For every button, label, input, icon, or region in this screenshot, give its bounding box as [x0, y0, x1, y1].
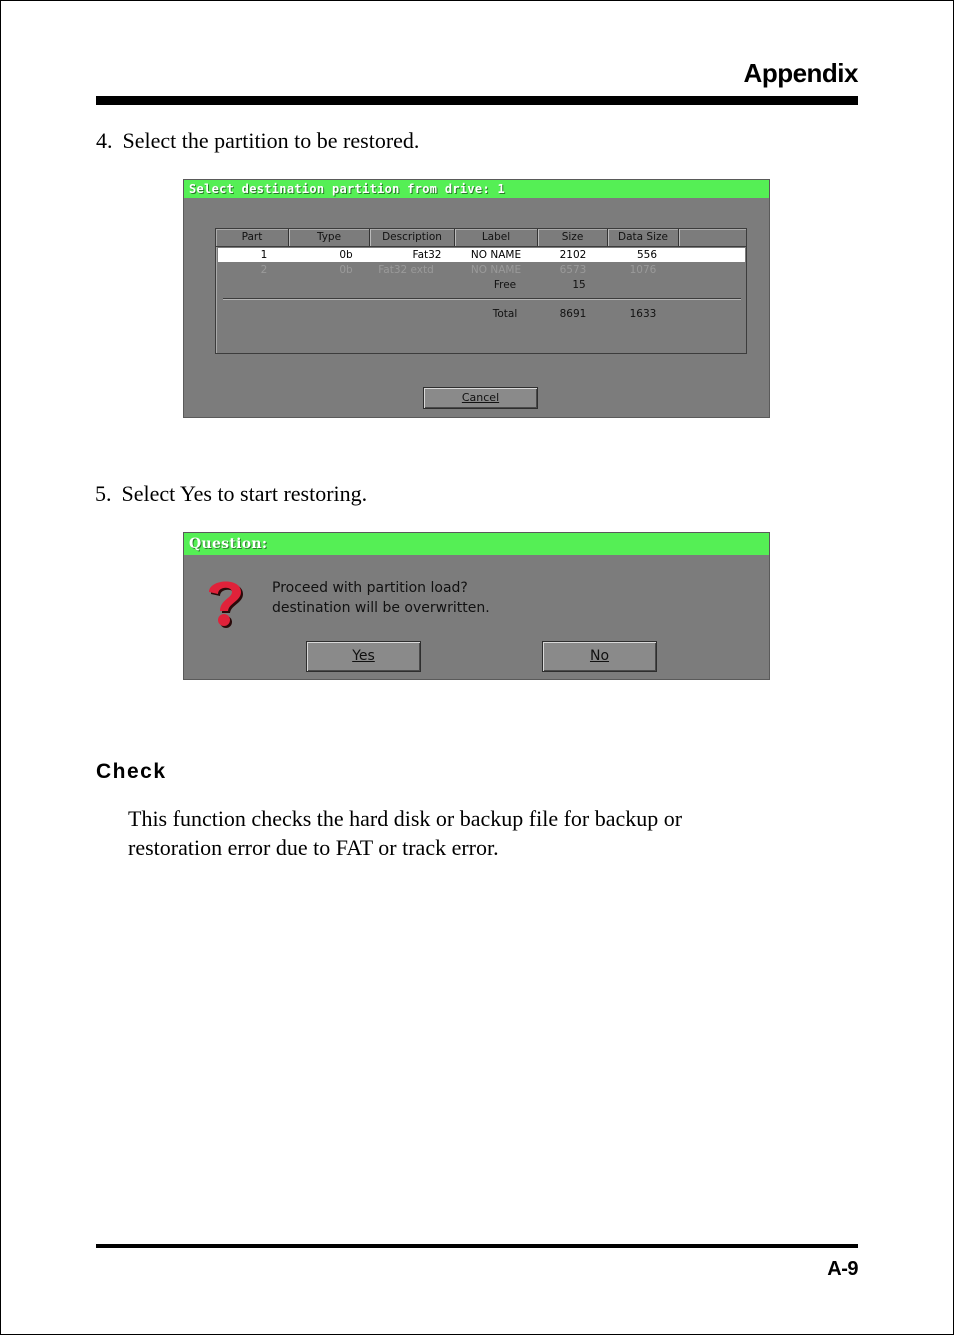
section-heading: Check	[96, 760, 167, 783]
dialog-title: Select destination partition from drive: 1	[189, 182, 506, 196]
column-header-description[interactable]: Description	[382, 231, 442, 243]
question-line-1: Proceed with partition load?	[272, 580, 468, 596]
cell-type: 0b	[339, 249, 353, 261]
column-header-data-size[interactable]: Data Size	[618, 231, 668, 243]
step-text: Select Yes to start restoring.	[121, 481, 368, 506]
cell-data-size: 556	[636, 249, 658, 261]
cell-size: 2102	[559, 249, 587, 261]
step-5	[95, 481, 367, 507]
yes-button-label: Yes	[352, 648, 375, 664]
section-body-line-1: This function checks the hard disk or backup file for backup or	[128, 806, 683, 831]
dialog-title-bar	[184, 533, 769, 555]
total-size: 8691	[559, 308, 587, 320]
cell-description: Fat32 extd	[378, 264, 434, 276]
section-body	[128, 804, 788, 862]
page-number: A-9	[827, 1258, 858, 1280]
step-number: 4.	[96, 128, 113, 153]
cell-part: 1	[260, 249, 268, 261]
column-header-type[interactable]: Type	[316, 231, 342, 243]
no-button[interactable]	[542, 641, 657, 672]
step-4	[96, 128, 419, 154]
select-partition-dialog	[183, 179, 770, 418]
dialog-title: Question:	[189, 536, 268, 552]
header-rule	[96, 96, 858, 105]
cell-part: 2	[260, 264, 268, 276]
step-number: 5.	[95, 481, 112, 506]
total-row	[218, 307, 745, 321]
question-mark-icon	[200, 573, 250, 631]
question-line-2: destination will be overwritten.	[272, 600, 490, 616]
cell-description: Fat32	[412, 249, 442, 261]
cancel-button[interactable]	[423, 387, 538, 409]
column-divider	[678, 229, 679, 246]
total-data-size: 1633	[629, 308, 657, 320]
page-header-title: Appendix	[743, 58, 858, 88]
step-text: Select the partition to be restored.	[122, 128, 420, 153]
total-label: Total	[492, 308, 518, 320]
free-space-row	[218, 278, 745, 292]
cell-type: 0b	[339, 264, 353, 276]
column-header-label[interactable]: Label	[481, 231, 511, 243]
cancel-button-label: Cancel	[461, 391, 500, 404]
section-body-line-2: restoration error due to FAT or track error.	[128, 835, 499, 860]
partition-row[interactable]	[218, 263, 745, 277]
table-header	[216, 229, 746, 247]
column-header-size[interactable]: Size	[561, 231, 584, 243]
question-dialog	[183, 532, 770, 680]
cell-label: Free	[493, 279, 517, 291]
no-button-label: No	[589, 648, 610, 664]
cell-label: NO NAME	[470, 249, 522, 261]
table-divider	[223, 298, 741, 299]
partition-row[interactable]	[218, 248, 745, 262]
footer-rule	[96, 1244, 858, 1248]
yes-button[interactable]	[306, 641, 421, 672]
cell-size: 15	[572, 279, 586, 291]
column-header-part[interactable]: Part	[241, 231, 263, 243]
partition-table	[215, 228, 747, 354]
cell-size: 6573	[559, 264, 587, 276]
dialog-title-bar	[184, 180, 769, 198]
cell-label: NO NAME	[470, 264, 522, 276]
cell-data-size: 1076	[629, 264, 657, 276]
